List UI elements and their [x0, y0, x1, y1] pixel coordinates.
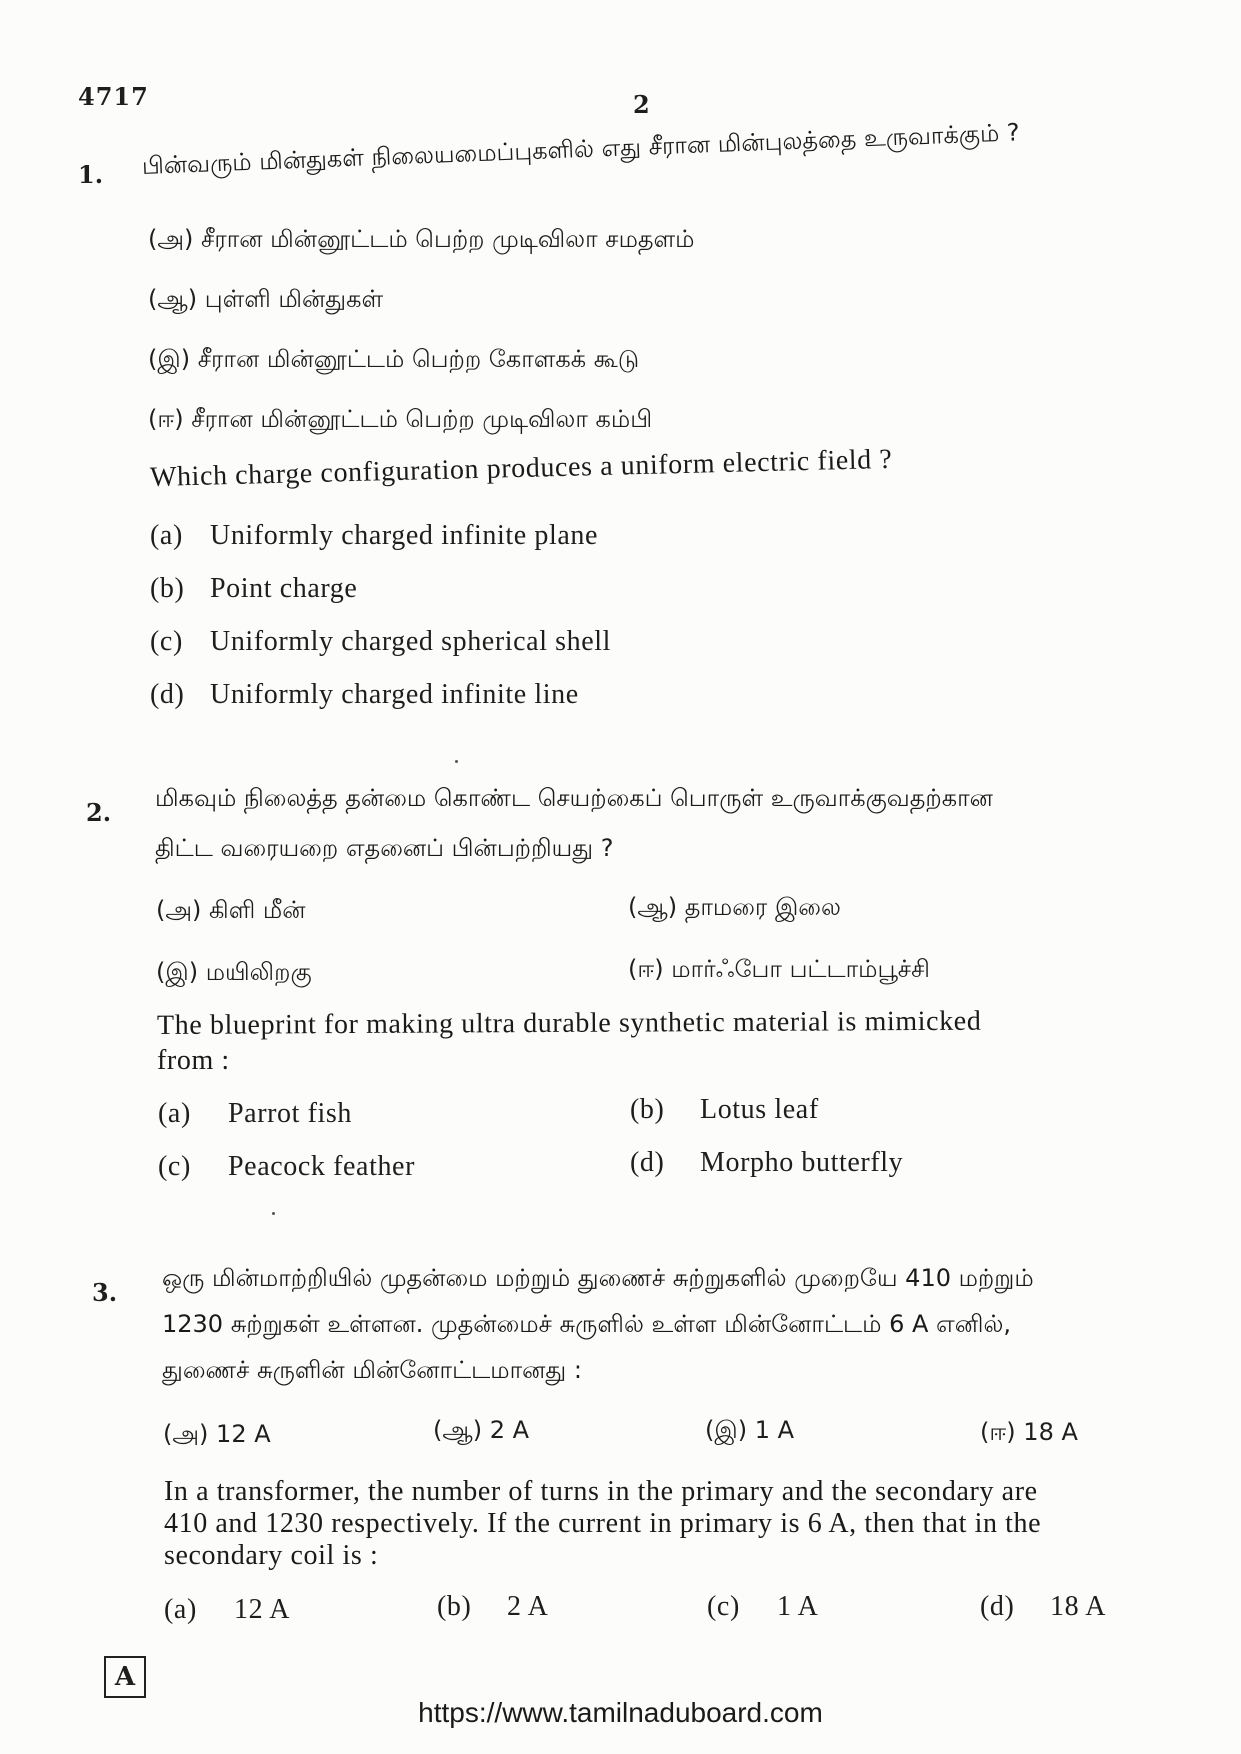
question-1-english-stem: Which charge configuration produces a uniform electric field ?: [149, 443, 893, 493]
option-label: (ஈ): [148, 405, 184, 433]
question-2-option-c: [158, 1151, 415, 1183]
option-label: (a): [158, 1098, 191, 1129]
option-label: (b): [630, 1094, 665, 1125]
option-text: சீரான மின்னூட்டம் பெற்ற முடிவிலா சமதளம்: [201, 225, 695, 253]
paper-code: 4717: [78, 82, 149, 111]
option-label: (ஆ): [433, 1416, 483, 1444]
question-3-option-d: [980, 1591, 1106, 1623]
option-label: (a): [150, 520, 183, 551]
question-1-tamil-option-c: [148, 345, 639, 376]
option-text: Peacock feather: [228, 1151, 415, 1182]
option-label: (இ): [705, 1416, 748, 1444]
option-label: (இ): [148, 345, 191, 373]
question-3-tamil-stem-line-2: 1230 சுற்றுகள் உள்ளன. முதன்மைச் சுருளில் உள்ள மின்னோட்டம் 6 A எனில்,: [162, 1310, 1012, 1338]
footer-url[interactable]: https://www.tamilnaduboard.com: [418, 1697, 823, 1728]
question-1-option-a: [150, 520, 598, 552]
question-2-option-b: [630, 1094, 819, 1126]
option-label: (b): [437, 1591, 472, 1622]
option-text: Parrot fish: [228, 1098, 353, 1129]
option-text: 12 A: [216, 1420, 271, 1448]
question-3-english-stem-line-2: 410 and 1230 respectively. If the current in primary is 6 A, then that in the: [164, 1508, 1042, 1539]
option-text: மயிலிறகு: [205, 958, 312, 986]
option-text: 1 A: [777, 1591, 819, 1622]
question-3-english-stem-line-1: In a transformer, the number of turns in the primary and the secondary are: [164, 1476, 1038, 1507]
question-2-tamil-option-b: [628, 893, 841, 924]
page-number: 2: [633, 90, 650, 119]
option-label: (ஆ): [628, 893, 678, 921]
option-text: 18 A: [1050, 1591, 1107, 1622]
question-1-tamil-option-b: [148, 285, 383, 316]
option-text: Point charge: [210, 573, 358, 604]
option-label: (ஈ): [980, 1418, 1016, 1446]
option-label: (c): [150, 626, 183, 657]
question-2-option-a: [158, 1098, 352, 1130]
question-3-tamil-option-b: [433, 1416, 529, 1447]
question-2-tamil-option-c: [156, 958, 312, 989]
option-text: சீரான மின்னூட்டம் பெற்ற கோளகக் கூடு: [197, 345, 640, 373]
question-2-english-stem-line-2: from :: [157, 1045, 230, 1076]
option-label: (c): [158, 1151, 191, 1182]
question-3-tamil-option-a: [163, 1420, 271, 1451]
option-text: Morpho butterfly: [700, 1147, 904, 1178]
question-3-option-b: [437, 1591, 548, 1623]
option-text: 2 A: [507, 1591, 549, 1622]
question-1-option-b: [150, 573, 357, 605]
question-3-option-c: [707, 1591, 818, 1623]
scan-speck: [272, 1212, 275, 1215]
question-2-tamil-stem-line-1: மிகவும் நிலைத்த தன்மை கொண்ட செயற்கைப் பொருள் உருவாக்குவதற்கான: [155, 784, 993, 812]
option-text: சீரான மின்னூட்டம் பெற்ற முடிவிலா கம்பி: [191, 405, 653, 433]
option-label: (ஆ): [148, 285, 198, 313]
question-3-number: 3.: [92, 1278, 118, 1307]
option-text: கிளி மீன்: [209, 896, 306, 924]
option-label: (d): [980, 1591, 1015, 1622]
question-2-option-d: [630, 1147, 903, 1179]
question-3-tamil-option-c: [705, 1416, 794, 1447]
option-label: (ஈ): [628, 955, 664, 983]
option-text: மார்ஃபோ பட்டாம்பூச்சி: [671, 955, 930, 983]
question-1-tamil-option-d: [148, 405, 652, 436]
question-1-number: 1.: [78, 160, 104, 189]
option-text: Uniformly charged infinite plane: [210, 520, 599, 551]
question-3-tamil-stem-line-3: துணைச் சுருளின் மின்னோட்டமானது :: [162, 1356, 582, 1384]
option-text: 12 A: [234, 1594, 291, 1625]
option-text: 1 A: [754, 1416, 795, 1444]
scan-speck: [455, 760, 458, 763]
option-text: Uniformly charged spherical shell: [210, 626, 612, 657]
question-2-tamil-stem-line-2: திட்ட வரையறை எதனைப் பின்பற்றியது ?: [155, 834, 614, 862]
question-1-option-c: [150, 626, 611, 658]
option-text: தாமரை இலை: [684, 893, 841, 921]
option-label: (d): [630, 1147, 665, 1178]
question-3-english-stem-line-3: secondary coil is :: [164, 1540, 379, 1571]
option-label: (அ): [156, 896, 202, 924]
option-text: 18 A: [1023, 1418, 1078, 1446]
option-label: (இ): [156, 958, 199, 986]
option-text: Lotus leaf: [700, 1094, 819, 1125]
question-1-tamil-stem: பின்வரும் மின்துகள் நிலையமைப்புகளில் எது சீரான மின்புலத்தை உருவாக்கும் ?: [141, 118, 1021, 180]
question-1-option-d: [150, 679, 579, 711]
question-2-tamil-option-d: [628, 955, 930, 986]
question-3-tamil-option-d: [980, 1418, 1078, 1449]
option-label: (d): [150, 679, 185, 710]
option-label: (அ): [163, 1420, 209, 1448]
question-3-option-a: [164, 1594, 290, 1626]
option-text: Uniformly charged infinite line: [210, 679, 579, 710]
option-label: (a): [164, 1594, 197, 1625]
question-2-number: 2.: [86, 798, 112, 827]
option-text: புள்ளி மின்துகள்: [204, 285, 384, 313]
option-text: 2 A: [489, 1416, 530, 1444]
option-label: (c): [707, 1591, 740, 1622]
option-label: (அ): [148, 225, 194, 253]
series-box: A: [104, 1656, 146, 1698]
question-2-english-stem-line-1: The blueprint for making ultra durable synthetic material is mimicked: [156, 1005, 982, 1041]
option-label: (b): [150, 573, 185, 604]
question-3-tamil-stem-line-1: ஒரு மின்மாற்றியில் முதன்மை மற்றும் துணைச் சுற்றுகளில் முறையே 410 மற்றும்: [162, 1264, 1034, 1292]
question-1-tamil-option-a: [148, 225, 694, 256]
question-2-tamil-option-a: [156, 896, 306, 927]
